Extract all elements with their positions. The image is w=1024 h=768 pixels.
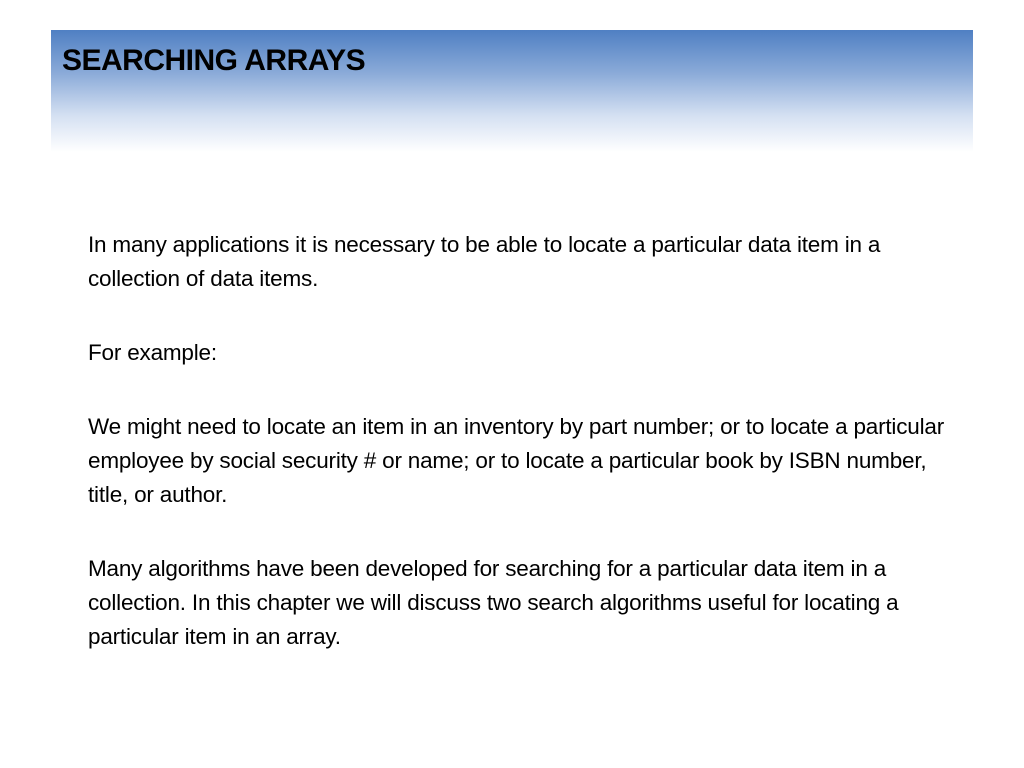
paragraph-algorithms: Many algorithms have been developed for searching for a particular data item in a collection. In this chapter we will discuss two search algorithms useful for locating a particular item in an array. (88, 556, 899, 649)
paragraph-intro: In many applications it is necessary to be able to locate a particular data item in a collection of data items. (88, 232, 881, 291)
paragraph-examples: We might need to locate an item in an inventory by part number; or to locate a particular employee by social security # or name; or to locate a particular book by ISBN number, title, or author. (88, 414, 944, 507)
slide-title: SEARCHING ARRAYS (62, 44, 366, 77)
paragraph-example-label: For example: (88, 340, 217, 365)
slide-body (88, 228, 948, 694)
